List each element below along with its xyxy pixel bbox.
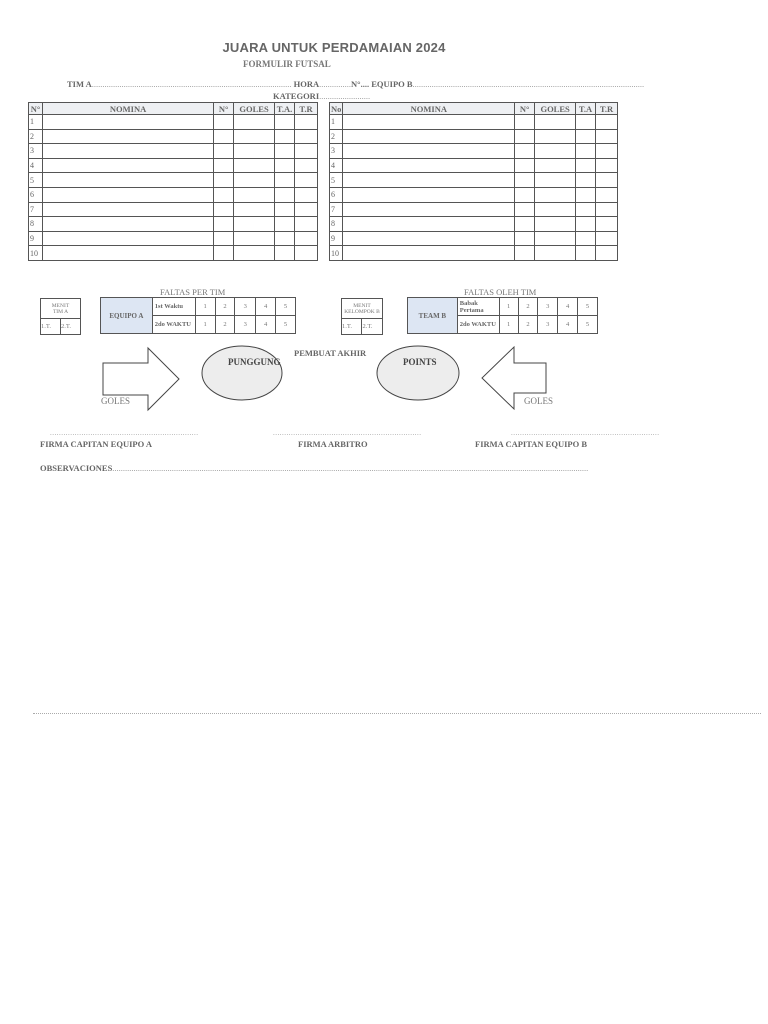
foul-table-b bbox=[407, 297, 598, 334]
foul-b-r1-c3[interactable]: 3 bbox=[538, 298, 558, 316]
roster-a-row-number: 1 bbox=[29, 115, 43, 130]
roster-b-cell[interactable] bbox=[343, 144, 515, 159]
signature-arbitro-label: FIRMA ARBITRO bbox=[298, 439, 368, 449]
roster-a-row-number: 7 bbox=[29, 202, 43, 217]
foul-b-r2-c1[interactable]: 1 bbox=[499, 316, 518, 334]
table-row bbox=[330, 129, 618, 144]
table-row bbox=[330, 231, 618, 246]
observaciones-bottom-line bbox=[33, 713, 761, 714]
foul-b-r2-c2[interactable]: 2 bbox=[518, 316, 538, 334]
table-row bbox=[29, 129, 318, 144]
table-row bbox=[29, 202, 318, 217]
form-title: JUARA UNTUK PERDAMAIAN 2024 bbox=[222, 40, 446, 55]
roster-a-cell[interactable] bbox=[295, 202, 318, 217]
roster-a-row-number: 10 bbox=[29, 246, 43, 261]
kategori-field[interactable]: ........................ bbox=[319, 91, 371, 101]
foul-table-a bbox=[100, 297, 296, 334]
roster-a-cell[interactable] bbox=[234, 246, 275, 261]
roster-a-cell[interactable] bbox=[42, 115, 213, 130]
roster-b-header-1: NOMINA bbox=[343, 103, 515, 115]
roster-b-header-5: T.R bbox=[596, 103, 618, 115]
roster-a-header-2: N° bbox=[214, 103, 234, 115]
table-row bbox=[330, 115, 618, 130]
foul-b-r1-c4[interactable]: 4 bbox=[558, 298, 578, 316]
roster-a-cell[interactable] bbox=[42, 129, 213, 144]
roster-b-cell[interactable] bbox=[515, 231, 535, 246]
roster-a-cell[interactable] bbox=[214, 173, 234, 188]
menit-b-box bbox=[341, 298, 383, 335]
roster-b-cell[interactable] bbox=[535, 246, 576, 261]
equipo-b-field[interactable]: ............................................................................................................. bbox=[412, 79, 645, 89]
tim-a-field[interactable]: .............................................................................................. bbox=[91, 79, 292, 89]
roster-table-a bbox=[28, 102, 318, 261]
menit-b-label: MENIT KELOMPOK B bbox=[342, 299, 383, 319]
roster-a-header-4: T.A. bbox=[275, 103, 295, 115]
roster-b-cell[interactable] bbox=[576, 231, 596, 246]
roster-a-cell[interactable] bbox=[275, 217, 295, 232]
roster-a-cell[interactable] bbox=[275, 246, 295, 261]
table-row bbox=[330, 217, 618, 232]
roster-a-cell[interactable] bbox=[295, 129, 318, 144]
roster-a-cell[interactable] bbox=[234, 217, 275, 232]
kategori-line bbox=[273, 91, 370, 101]
foul-b-r2-c3[interactable]: 3 bbox=[538, 316, 558, 334]
roster-b-cell[interactable] bbox=[596, 217, 618, 232]
table-row bbox=[29, 231, 318, 246]
roster-a-header-0: N° bbox=[29, 103, 43, 115]
foul-b-row2-label: 2do WAKTU bbox=[457, 316, 499, 334]
roster-b-cell[interactable] bbox=[576, 129, 596, 144]
roster-a-cell[interactable] bbox=[214, 144, 234, 159]
roster-a-cell[interactable] bbox=[295, 231, 318, 246]
roster-b-cell[interactable] bbox=[515, 217, 535, 232]
roster-table-b bbox=[329, 102, 618, 261]
roster-b-cell[interactable] bbox=[535, 202, 576, 217]
roster-a-cell[interactable] bbox=[214, 187, 234, 202]
foul-team-b-name: TEAM B bbox=[408, 298, 458, 334]
table-row bbox=[29, 173, 318, 188]
roster-b-cell[interactable] bbox=[515, 246, 535, 261]
observaciones-field[interactable]: ................................................................................................................................................................................................................................ bbox=[112, 463, 589, 473]
hora-field[interactable]: ............... bbox=[319, 79, 352, 89]
roster-a-cell[interactable] bbox=[214, 115, 234, 130]
foul-a-r2-c1[interactable]: 1 bbox=[195, 316, 215, 334]
pembuat-akhir-label: PEMBUAT AKHIR bbox=[294, 348, 367, 358]
roster-b-cell[interactable] bbox=[515, 144, 535, 159]
foul-a-r1-c3[interactable]: 3 bbox=[235, 298, 256, 316]
roster-b-cell[interactable] bbox=[515, 158, 535, 173]
foul-b-r2-c4[interactable]: 4 bbox=[558, 316, 578, 334]
team-line bbox=[67, 79, 644, 89]
roster-a-cell[interactable] bbox=[214, 129, 234, 144]
table-row bbox=[29, 158, 318, 173]
roster-b-cell[interactable] bbox=[596, 187, 618, 202]
faltas-b-title: FALTAS OLEH TIM bbox=[464, 287, 537, 297]
menit-a-label: MENIT TIM A bbox=[41, 299, 81, 319]
roster-b-row-number: 10 bbox=[330, 246, 343, 261]
signature-line-captain-a[interactable]: .................................................................. bbox=[50, 429, 199, 437]
foul-a-r1-c1[interactable]: 1 bbox=[195, 298, 215, 316]
table-row bbox=[330, 246, 618, 261]
roster-b-cell[interactable] bbox=[343, 217, 515, 232]
foul-b-r1-c1[interactable]: 1 bbox=[499, 298, 518, 316]
roster-b-row-number: 9 bbox=[330, 231, 343, 246]
foul-b-r2-c5[interactable]: 5 bbox=[578, 316, 598, 334]
roster-b-cell[interactable] bbox=[535, 231, 576, 246]
menit-a-half1[interactable]: 1.T. bbox=[41, 319, 61, 335]
roster-a-row-number: 8 bbox=[29, 217, 43, 232]
roster-a-cell[interactable] bbox=[234, 202, 275, 217]
table-row bbox=[330, 158, 618, 173]
roster-a-cell[interactable] bbox=[275, 173, 295, 188]
match-number-label: N°.... bbox=[351, 79, 370, 89]
foul-a-r2-c3[interactable]: 3 bbox=[235, 316, 256, 334]
roster-b-cell[interactable] bbox=[343, 246, 515, 261]
roster-a-cell[interactable] bbox=[214, 217, 234, 232]
roster-b-header-2: N° bbox=[515, 103, 535, 115]
roster-b-cell[interactable] bbox=[576, 158, 596, 173]
roster-b-cell[interactable] bbox=[576, 173, 596, 188]
roster-a-cell[interactable] bbox=[42, 158, 213, 173]
roster-b-cell[interactable] bbox=[535, 115, 576, 130]
table-row bbox=[29, 187, 318, 202]
roster-a-cell[interactable] bbox=[42, 217, 213, 232]
roster-b-row-number: 3 bbox=[330, 144, 343, 159]
roster-a-header-1: NOMINA bbox=[42, 103, 213, 115]
roster-a-cell[interactable] bbox=[234, 158, 275, 173]
roster-a-cell[interactable] bbox=[234, 115, 275, 130]
signature-captain-b-label: FIRMA CAPITAN EQUIPO B bbox=[475, 439, 587, 449]
roster-a-row-number: 3 bbox=[29, 144, 43, 159]
roster-a-cell[interactable] bbox=[275, 231, 295, 246]
roster-a-cell[interactable] bbox=[275, 129, 295, 144]
roster-b-cell[interactable] bbox=[343, 231, 515, 246]
roster-a-cell[interactable] bbox=[275, 187, 295, 202]
roster-b-cell[interactable] bbox=[535, 129, 576, 144]
roster-b-cell[interactable] bbox=[343, 129, 515, 144]
right-goles-label: GOLES bbox=[524, 396, 553, 406]
foul-a-r1-c2[interactable]: 2 bbox=[215, 298, 235, 316]
left-score-ellipse bbox=[202, 346, 282, 400]
roster-a-cell[interactable] bbox=[42, 246, 213, 261]
roster-b-row-number: 1 bbox=[330, 115, 343, 130]
roster-b-cell[interactable] bbox=[576, 246, 596, 261]
foul-a-row1-label: 1st Waktu bbox=[152, 298, 195, 316]
foul-a-r2-c5[interactable]: 5 bbox=[276, 316, 296, 334]
roster-b-cell[interactable] bbox=[596, 246, 618, 261]
left-goles-label: GOLES bbox=[101, 396, 130, 406]
roster-a-cell[interactable] bbox=[42, 173, 213, 188]
roster-a-cell[interactable] bbox=[42, 231, 213, 246]
roster-a-row-number: 4 bbox=[29, 158, 43, 173]
form-subtitle: FORMULIR FUTSAL bbox=[243, 59, 331, 69]
roster-b-cell[interactable] bbox=[576, 115, 596, 130]
foul-a-r1-c4[interactable]: 4 bbox=[256, 298, 276, 316]
foul-a-r1-c5[interactable]: 5 bbox=[276, 298, 296, 316]
right-score-ellipse bbox=[377, 346, 459, 400]
roster-b-row-number: 2 bbox=[330, 129, 343, 144]
menit-a-box bbox=[40, 298, 81, 335]
roster-a-cell[interactable] bbox=[275, 158, 295, 173]
menit-a-half2[interactable]: 2.T. bbox=[61, 319, 81, 335]
roster-a-cell[interactable] bbox=[275, 115, 295, 130]
table-row bbox=[330, 202, 618, 217]
roster-a-cell[interactable] bbox=[234, 129, 275, 144]
hora-label: HORA bbox=[293, 79, 320, 89]
roster-a-cell[interactable] bbox=[214, 158, 234, 173]
foul-a-row2-label: 2do WAKTU bbox=[152, 316, 195, 334]
table-row bbox=[330, 187, 618, 202]
roster-a-header-3: GOLES bbox=[234, 103, 275, 115]
roster-b-row-number: 7 bbox=[330, 202, 343, 217]
table-row bbox=[29, 144, 318, 159]
roster-b-cell[interactable] bbox=[515, 115, 535, 130]
roster-b-cell[interactable] bbox=[596, 173, 618, 188]
roster-b-cell[interactable] bbox=[515, 173, 535, 188]
roster-b-cell[interactable] bbox=[596, 158, 618, 173]
roster-a-cell[interactable] bbox=[214, 202, 234, 217]
roster-b-cell[interactable] bbox=[515, 202, 535, 217]
menit-b-half1[interactable]: 1.T. bbox=[342, 319, 362, 335]
roster-a-cell[interactable] bbox=[295, 158, 318, 173]
roster-b-cell[interactable] bbox=[515, 129, 535, 144]
roster-a-row-number: 6 bbox=[29, 187, 43, 202]
roster-b-cell[interactable] bbox=[596, 231, 618, 246]
roster-a-cell[interactable] bbox=[234, 144, 275, 159]
roster-b-cell[interactable] bbox=[343, 202, 515, 217]
faltas-a-title: FALTAS PER TIM bbox=[160, 287, 226, 297]
roster-a-cell[interactable] bbox=[214, 231, 234, 246]
roster-b-cell[interactable] bbox=[535, 144, 576, 159]
roster-b-cell[interactable] bbox=[576, 202, 596, 217]
roster-a-row-number: 2 bbox=[29, 129, 43, 144]
foul-a-r2-c4[interactable]: 4 bbox=[256, 316, 276, 334]
roster-a-cell[interactable] bbox=[295, 115, 318, 130]
signature-line-arbitro[interactable]: .................................................................. bbox=[273, 429, 422, 437]
roster-b-header-3: GOLES bbox=[535, 103, 576, 115]
roster-a-row-number: 5 bbox=[29, 173, 43, 188]
menit-b-half2[interactable]: 2.T. bbox=[362, 319, 383, 335]
roster-b-cell[interactable] bbox=[343, 158, 515, 173]
roster-a-cell[interactable] bbox=[42, 144, 213, 159]
foul-team-a-name: EQUIPO A bbox=[101, 298, 153, 334]
roster-a-cell[interactable] bbox=[295, 217, 318, 232]
signature-captain-a-label: FIRMA CAPITAN EQUIPO A bbox=[40, 439, 152, 449]
roster-b-cell[interactable] bbox=[576, 217, 596, 232]
roster-b-cell[interactable] bbox=[343, 173, 515, 188]
roster-a-cell[interactable] bbox=[234, 173, 275, 188]
roster-b-row-number: 6 bbox=[330, 187, 343, 202]
roster-a-cell[interactable] bbox=[214, 246, 234, 261]
equipo-b-label: EQUIPO B bbox=[371, 79, 413, 89]
roster-b-cell[interactable] bbox=[596, 144, 618, 159]
roster-b-cell[interactable] bbox=[515, 187, 535, 202]
tim-a-label: TIM A bbox=[67, 79, 92, 89]
roster-a-cell[interactable] bbox=[234, 187, 275, 202]
roster-a-cell[interactable] bbox=[295, 246, 318, 261]
kategori-label: KATEGORI bbox=[273, 91, 320, 101]
roster-a-cell[interactable] bbox=[295, 187, 318, 202]
table-row bbox=[29, 217, 318, 232]
roster-a-row-number: 9 bbox=[29, 231, 43, 246]
roster-b-cell[interactable] bbox=[535, 187, 576, 202]
roster-b-cell[interactable] bbox=[535, 217, 576, 232]
roster-a-cell[interactable] bbox=[295, 144, 318, 159]
roster-a-cell[interactable] bbox=[42, 202, 213, 217]
roster-b-cell[interactable] bbox=[535, 158, 576, 173]
roster-b-cell[interactable] bbox=[343, 187, 515, 202]
foul-b-r1-c5[interactable]: 5 bbox=[578, 298, 598, 316]
roster-b-cell[interactable] bbox=[576, 187, 596, 202]
roster-a-cell[interactable] bbox=[42, 187, 213, 202]
table-row bbox=[330, 173, 618, 188]
observaciones-line bbox=[40, 463, 762, 473]
roster-b-cell[interactable] bbox=[576, 144, 596, 159]
observaciones-label: OBSERVACIONES bbox=[40, 463, 113, 473]
foul-b-r1-c2[interactable]: 2 bbox=[518, 298, 538, 316]
table-row bbox=[29, 246, 318, 261]
roster-b-header-4: T.A bbox=[576, 103, 596, 115]
roster-b-cell[interactable] bbox=[596, 202, 618, 217]
table-row bbox=[29, 115, 318, 130]
roster-b-cell[interactable] bbox=[596, 129, 618, 144]
roster-b-header-0: No bbox=[331, 103, 342, 114]
roster-b-row-number: 4 bbox=[330, 158, 343, 173]
foul-a-r2-c2[interactable]: 2 bbox=[215, 316, 235, 334]
table-row bbox=[330, 144, 618, 159]
roster-a-cell[interactable] bbox=[275, 202, 295, 217]
roster-a-cell[interactable] bbox=[275, 144, 295, 159]
right-ellipse-label: POINTS bbox=[403, 357, 437, 367]
roster-a-header-5: T.R bbox=[295, 103, 318, 115]
roster-a-cell[interactable] bbox=[295, 173, 318, 188]
left-ellipse-label: PUNGGUNG bbox=[228, 357, 281, 367]
foul-b-row1-label: Babak Pertama bbox=[457, 298, 499, 316]
roster-b-cell[interactable] bbox=[535, 173, 576, 188]
roster-b-row-number: 5 bbox=[330, 173, 343, 188]
roster-b-cell[interactable] bbox=[343, 115, 515, 130]
roster-a-cell[interactable] bbox=[234, 231, 275, 246]
roster-b-cell[interactable] bbox=[596, 115, 618, 130]
roster-b-row-number: 8 bbox=[330, 217, 343, 232]
signature-line-captain-b[interactable]: .................................................................. bbox=[511, 429, 660, 437]
